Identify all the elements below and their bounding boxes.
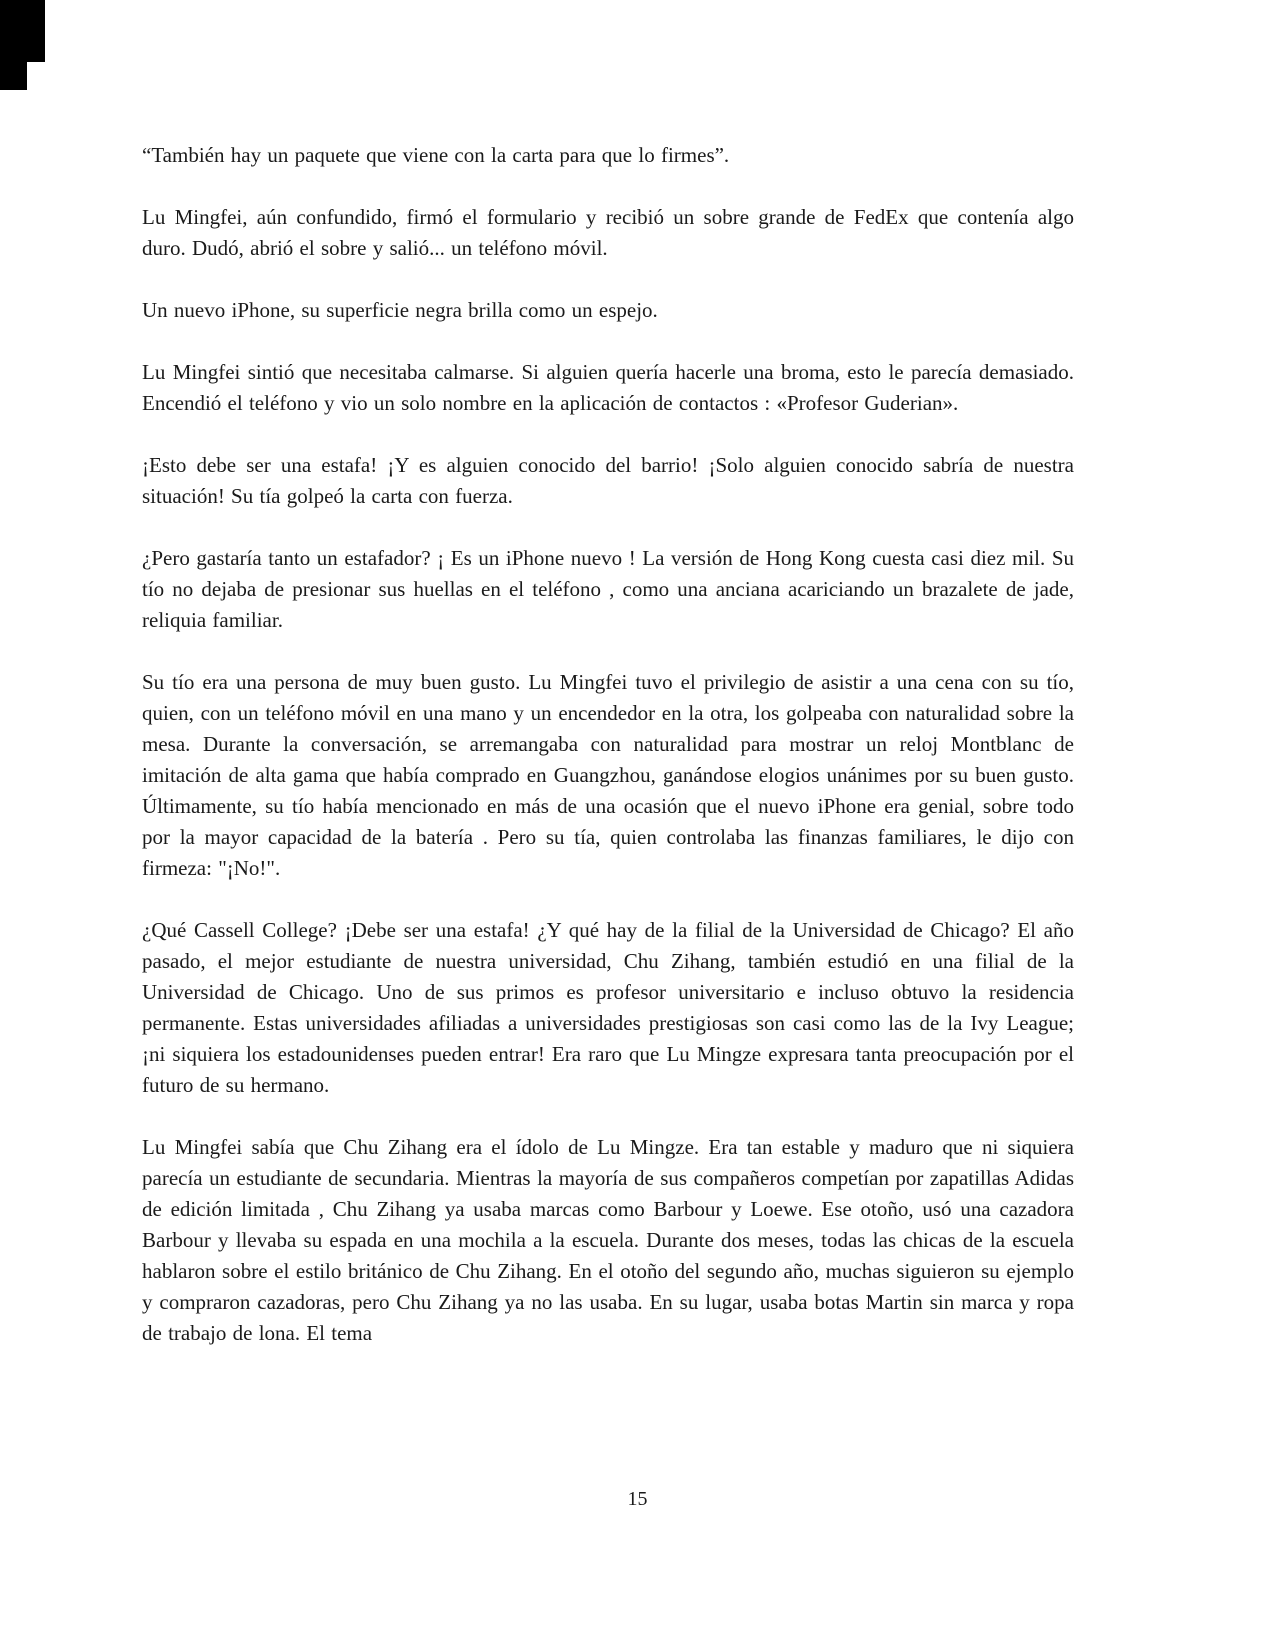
paragraph-4: Lu Mingfei sintió que necesitaba calmarse. Si alguien quería hacerle una broma, esto le parecía demasiado. Encendió el teléfono y vio un solo nombre en la aplicación de contactos : «Profesor Guderian». [142,360,1074,415]
paragraph-7: Su tío era una persona de muy buen gusto. Lu Mingfei tuvo el privilegio de asistir a una cena con su tío, quien, con un teléfono móvil en una mano y un encendedor en la otra, los golpeaba con naturalidad sobre la mesa. Durante la conversación, se arremangaba con naturalidad para mostrar un reloj Montblanc de imitación de alta gama que había comprado en Guangzhou, ganándose elogios unánimes por su buen gusto. Últimamente, su tío había mencionado en más de una ocasión que el nuevo iPhone era genial, sobre todo por la mayor capacidad de la batería . Pero su tía, quien controlaba las finanzas familiares, le dijo con firmeza: "¡No!". [142,670,1074,880]
page-number: 15 [627,1488,648,1510]
paragraph-8: ¿Qué Cassell College? ¡Debe ser una estafa! ¿Y qué hay de la filial de la Universidad de Chicago? El año pasado, el mejor estudiante de nuestra universidad, Chu Zihang, también estudió en una filial de la Universidad de Chicago. Uno de sus primos es profesor universitario e incluso obtuvo la residencia permanente. Estas universidades afiliadas a universidades prestigiosas son casi como las de la Ivy League; ¡ni siquiera los estadounidenses pueden entrar! Era raro que Lu Mingze expresara tanta preocupación por el futuro de su hermano. [142,918,1074,1097]
corner-mark-block-top [0,0,45,62]
paragraph-3: Un nuevo iPhone, su superficie negra brilla como un espejo. [142,298,658,322]
paragraph-5: ¡Esto debe ser una estafa! ¡Y es alguien conocido del barrio! ¡Solo alguien conocido sabría de nuestra situación! Su tía golpeó la carta con fuerza. [142,453,1074,508]
paragraph-9: Lu Mingfei sabía que Chu Zihang era el ídolo de Lu Mingze. Era tan estable y maduro que ni siquiera parecía un estudiante de secundaria. Mientras la mayoría de sus compañeros competían por zapatillas Adidas de edición limitada , Chu Zihang ya usaba marcas como Barbour y Loewe. Ese otoño, usó una cazadora Barbour y llevaba su espada en una mochila a la escuela. Durante dos meses, todas las chicas de la escuela hablaron sobre el estilo británico de Chu Zihang. En el otoño del segundo año, muchas siguieron su ejemplo y compraron cazadoras, pero Chu Zihang ya no las usaba. En su lugar, usaba botas Martin sin marca y ropa de trabajo de lona. El tema [142,1135,1074,1345]
paragraph-1: “También hay un paquete que viene con la carta para que lo firmes”. [142,143,730,167]
paragraph-2: Lu Mingfei, aún confundido, firmó el formulario y recibió un sobre grande de FedEx que contenía algo duro. Dudó, abrió el sobre y salió... un teléfono móvil. [142,205,1074,260]
page-body-text [142,140,1074,1380]
paragraph-6: ¿Pero gastaría tanto un estafador? ¡ Es un iPhone nuevo ! La versión de Hong Kong cuesta casi diez mil. Su tío no dejaba de presionar sus huellas en el teléfono , como una anciana acariciando un brazalete de jade, reliquia familiar. [142,546,1074,632]
corner-mark-block-bottom [0,62,27,90]
